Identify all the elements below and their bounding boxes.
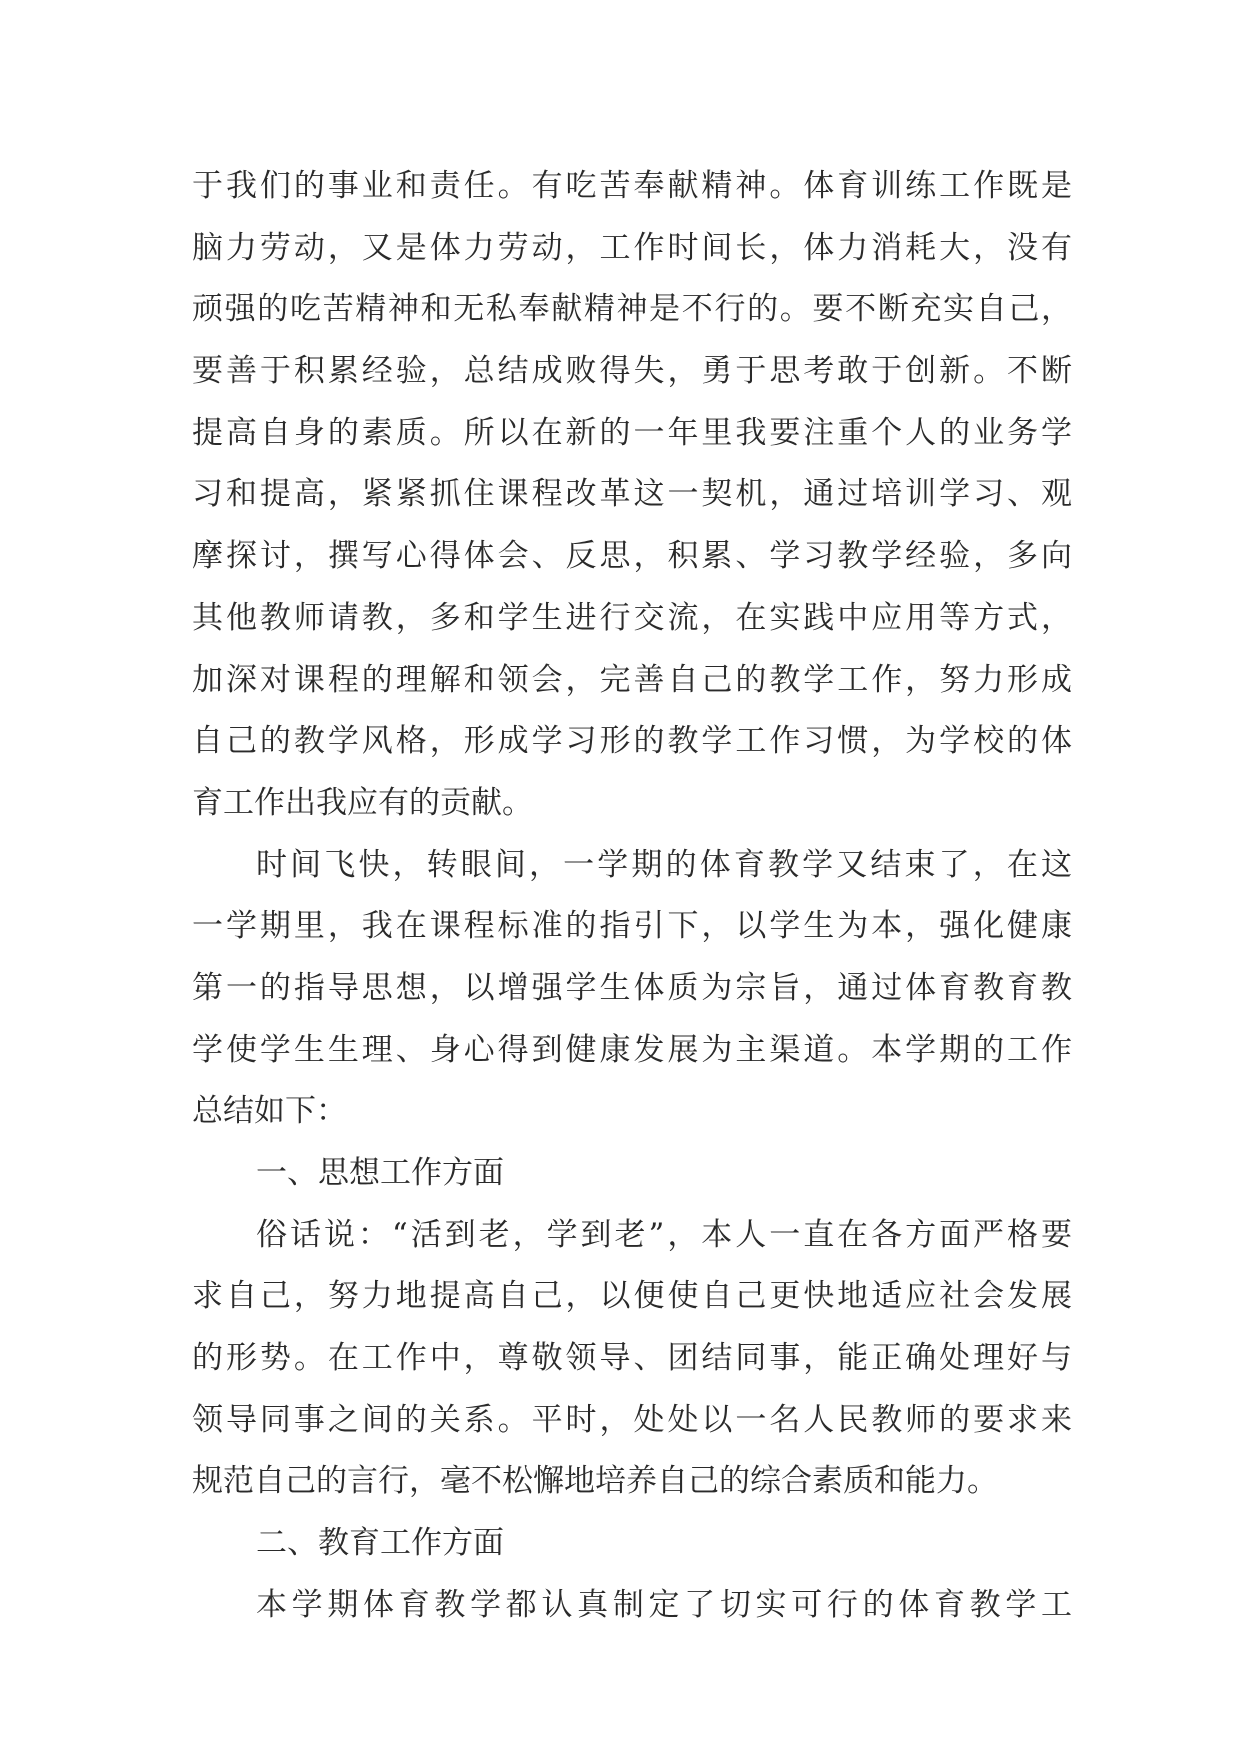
- text-line: 俗话说：“活到老，学到老”，本人一直在各方面严格要: [256, 1216, 1072, 1253]
- text-line: 习和提高，紧紧抓住课程改革这一契机，通过培训学习、观: [192, 476, 1072, 513]
- text-line: 的形势。在工作中，尊敬领导、团结同事，能正确处理好与: [192, 1340, 1072, 1377]
- text-line: 一、思想工作方面: [256, 1155, 504, 1191]
- text-line: 顽强的吃苦精神和无私奉献精神是不行的。要不断充实自己，: [192, 291, 1072, 328]
- text-line: 于我们的事业和责任。有吃苦奉献精神。体育训练工作既是: [192, 168, 1072, 204]
- text-line: 领导同事之间的关系。平时，处处以一名人民教师的要求来: [192, 1401, 1072, 1438]
- text-line: 自己的教学风格，形成学习形的教学工作习惯，为学校的体: [192, 723, 1072, 760]
- text-line: 二、教育工作方面: [256, 1525, 504, 1562]
- text-line: 提高自身的素质。所以在新的一年里我要注重个人的业务学: [192, 414, 1072, 451]
- text-line: 要善于积累经验，总结成败得失，勇于思考敢于创新。不断: [192, 353, 1072, 390]
- text-line: 加深对课程的理解和领会，完善自己的教学工作，努力形成: [192, 661, 1072, 698]
- text-line: 总结如下：: [192, 1093, 347, 1130]
- text-line: 第一的指导思想，以增强学生体质为宗旨，通过体育教育教: [192, 969, 1072, 1006]
- text-line: 一学期里，我在课程标准的指引下，以学生为本，强化健康: [192, 908, 1072, 945]
- text-line: 学使学生生理、身心得到健康发展为主渠道。本学期的工作: [192, 1031, 1072, 1068]
- text-line: 育工作出我应有的贡献。: [192, 784, 533, 821]
- text-line: 时间飞快，转眼间，一学期的体育教学又结束了，在这: [256, 846, 1072, 883]
- text-line: 求自己，努力地提高自己，以便使自己更快地适应社会发展: [192, 1278, 1072, 1315]
- document-body: [192, 156, 1072, 1637]
- text-line: 本学期体育教学都认真制定了切实可行的体育教学工: [256, 1586, 1072, 1623]
- text-line: 规范自己的言行，毫不松懈地培养自己的综合素质和能力。: [192, 1463, 998, 1500]
- text-line: 摩探讨，撰写心得体会、反思，积累、学习教学经验，多向: [192, 538, 1072, 575]
- text-line: 脑力劳动，又是体力劳动，工作时间长，体力消耗大，没有: [192, 229, 1072, 266]
- text-line: 其他教师请教，多和学生进行交流，在实践中应用等方式，: [192, 599, 1072, 636]
